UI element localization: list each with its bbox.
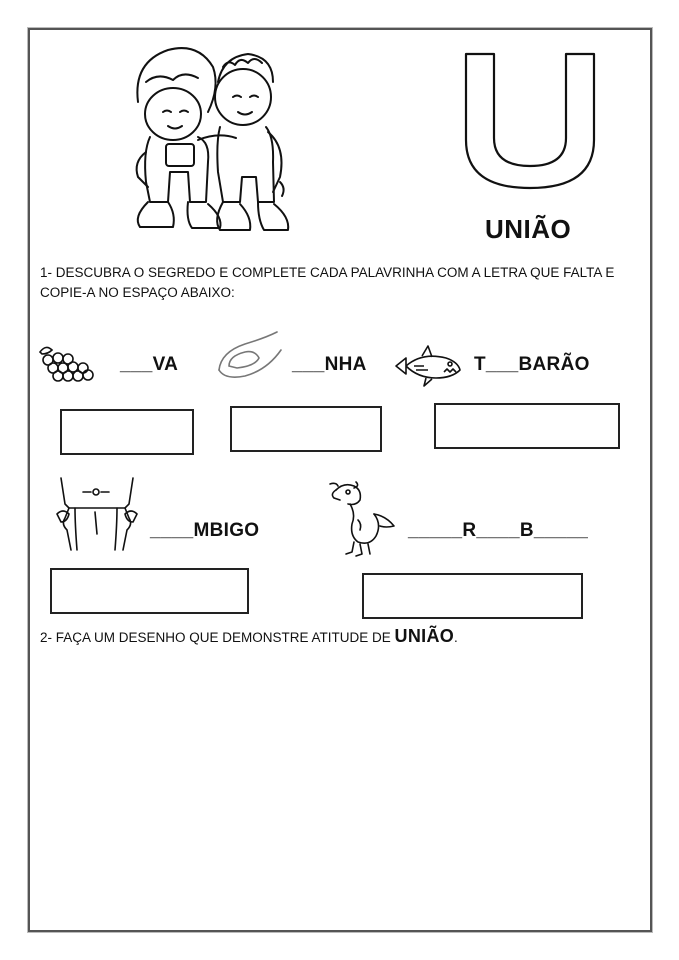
- question-2-instruction: [40, 626, 458, 647]
- word-tubarao: T___BARÃO: [474, 354, 590, 375]
- answer-box-urubu[interactable]: [362, 573, 583, 619]
- word-unha: ___NHA: [292, 354, 367, 375]
- belly-button-icon: [55, 474, 140, 552]
- word-urubu: _____R____B_____: [408, 520, 589, 541]
- grapes-icon: [36, 342, 96, 384]
- question-2-emphasis: UNIÃO: [394, 626, 455, 646]
- vulture-icon: [326, 480, 398, 558]
- drawing-area[interactable]: [40, 660, 640, 920]
- answer-box-umbigo[interactable]: [50, 568, 249, 614]
- answer-box-tubarao[interactable]: [434, 403, 620, 449]
- question-2-suffix: .: [454, 630, 458, 645]
- fingernail-icon: [215, 330, 285, 382]
- page-title: UNIÃO: [485, 214, 572, 244]
- answer-box-uva[interactable]: [60, 409, 194, 455]
- word-uva: ___VA: [120, 354, 179, 375]
- children-hugging-illustration: [128, 42, 293, 242]
- letter-u-outline: [458, 48, 603, 193]
- word-umbigo: ____MBIGO: [150, 520, 260, 541]
- shark-icon: [392, 344, 464, 390]
- question-1-instruction: 1- DESCUBRA O SEGREDO E COMPLETE CADA PALAVRINHA COM A LETRA QUE FALTA E COPIE-A NO ESPAÇO ABAIXO:: [40, 265, 615, 300]
- question-2-text: 2- FAÇA UM DESENHO QUE DEMONSTRE ATITUDE DE: [40, 630, 395, 645]
- answer-box-unha[interactable]: [230, 406, 382, 452]
